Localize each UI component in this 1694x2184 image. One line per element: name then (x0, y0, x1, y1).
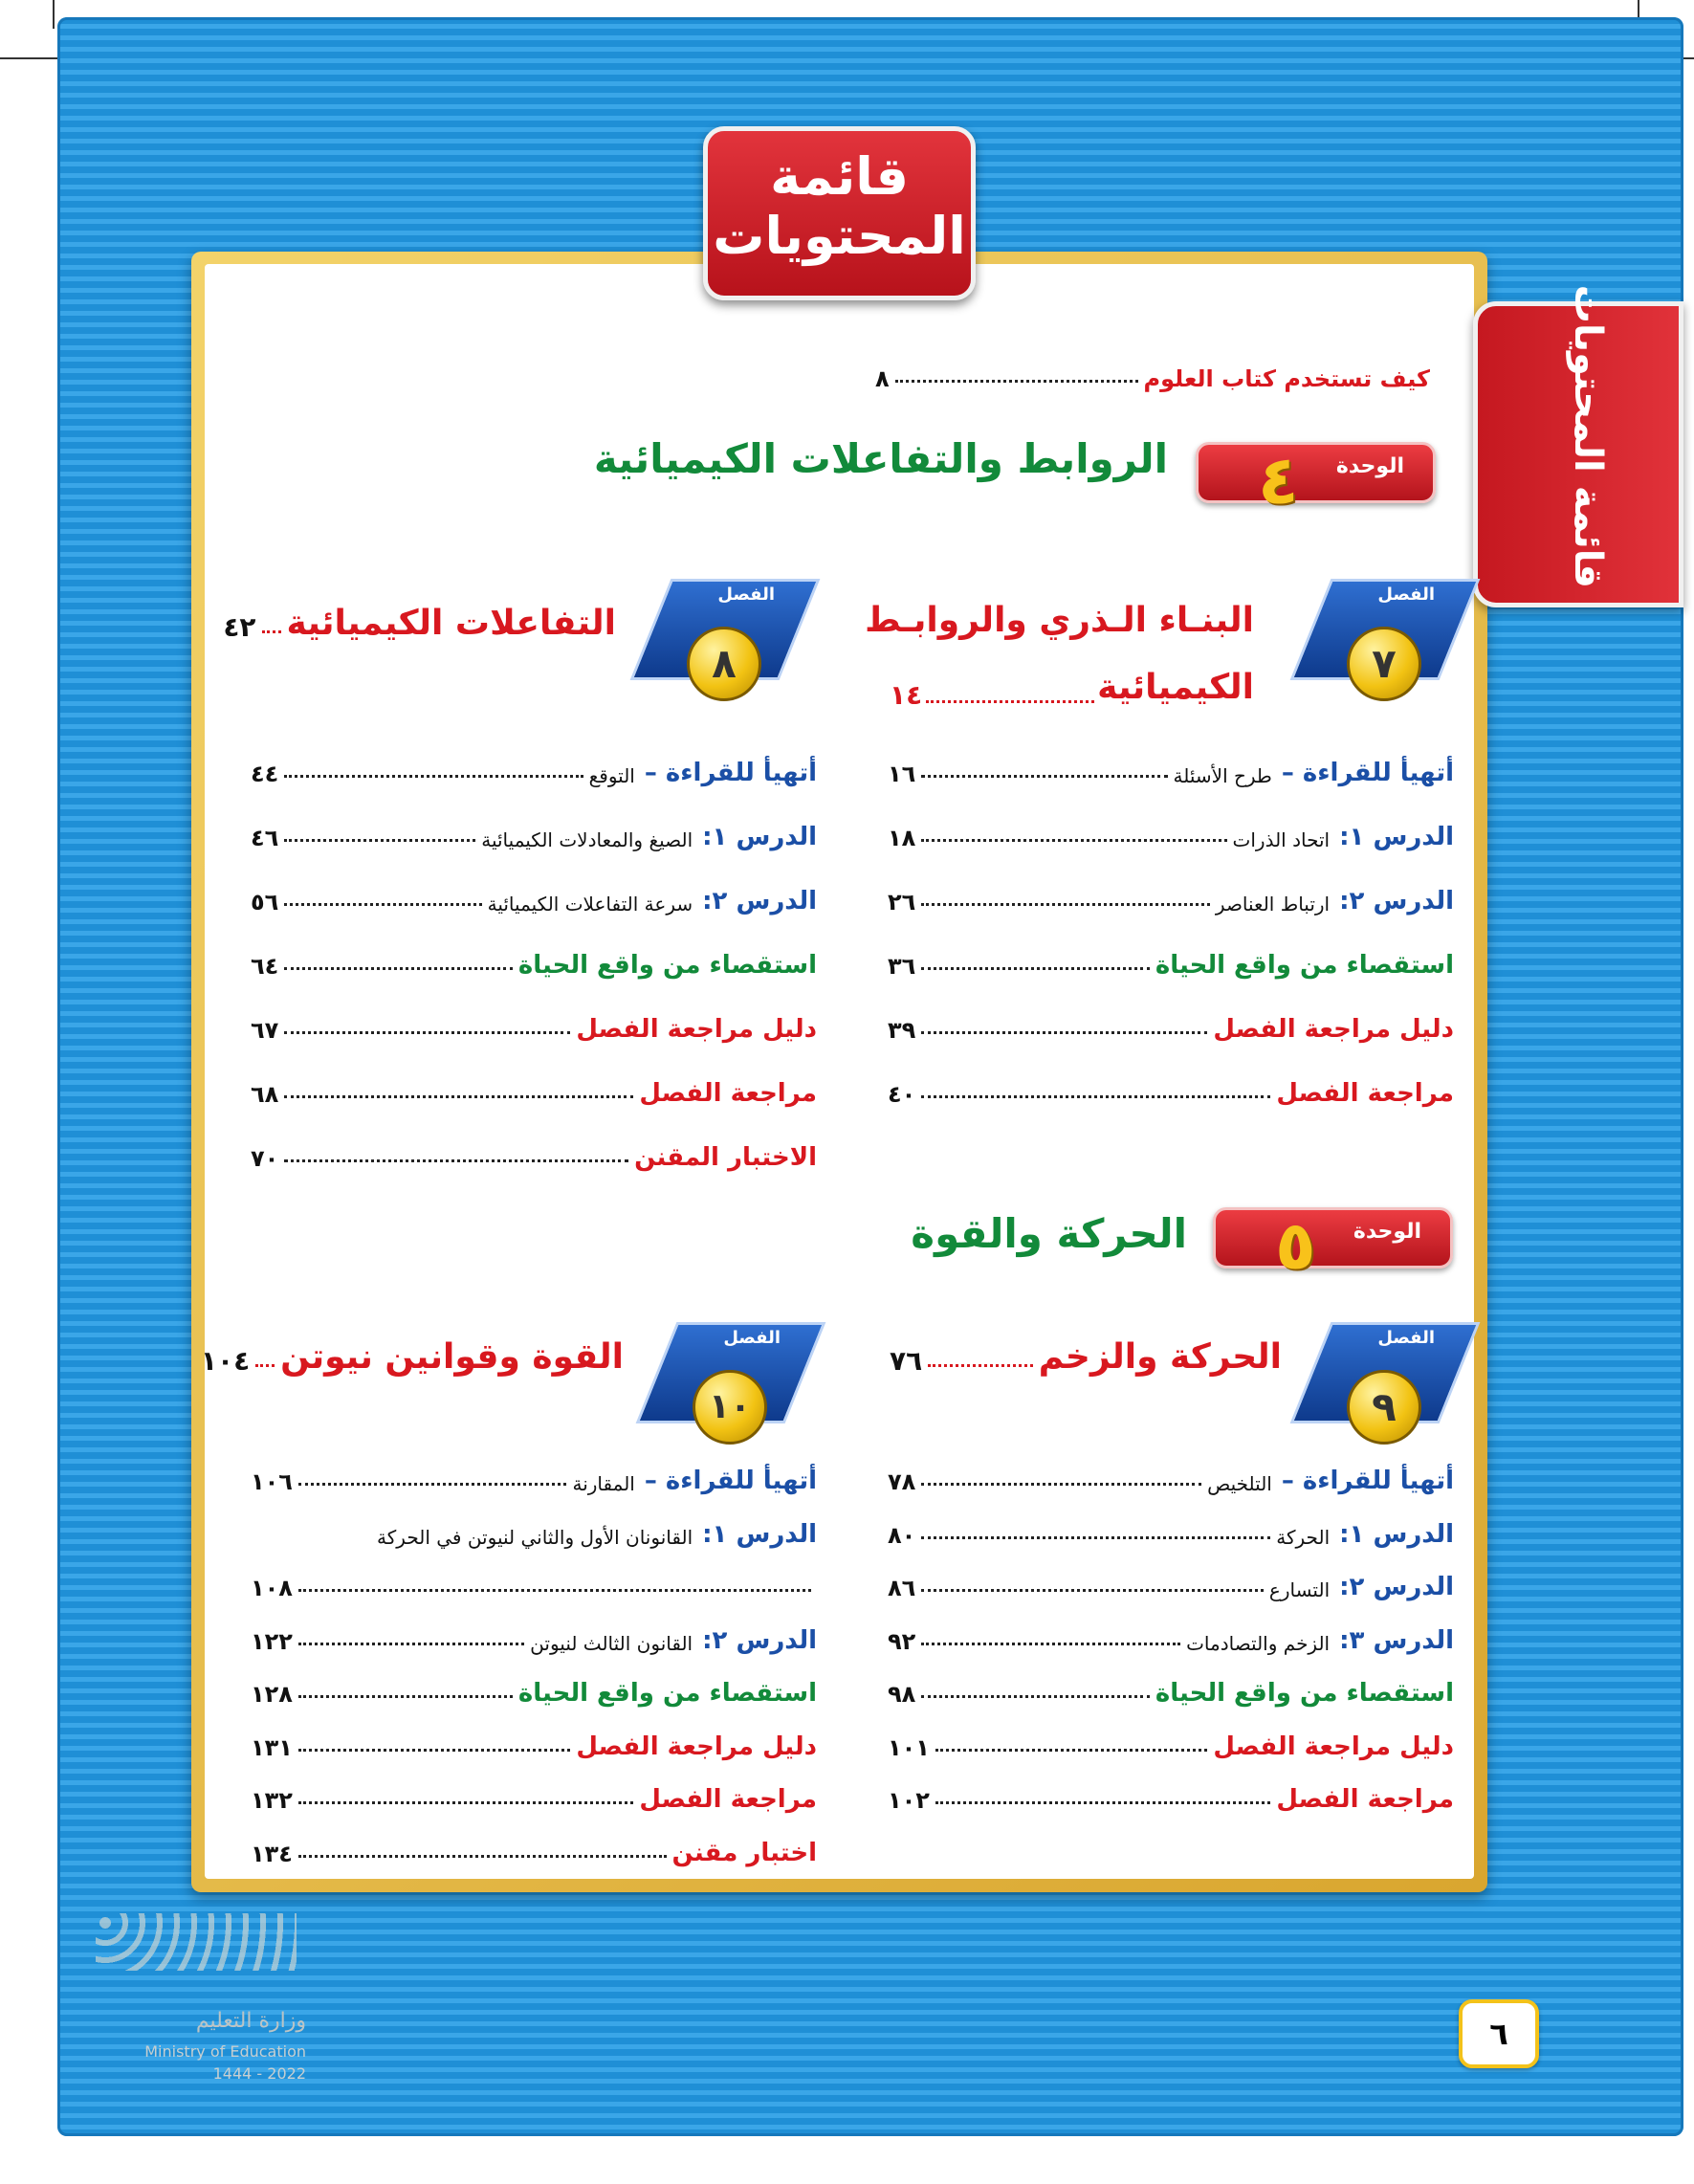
toc-entry[interactable] (251, 1768, 817, 1814)
toc-entry-heading: أتهيأ للقراءة – (1281, 759, 1454, 787)
unit-label: الوحدة (1353, 1220, 1421, 1244)
chapter-badge (1310, 1322, 1454, 1442)
toc-entry-page: ١٣٤ (251, 1840, 293, 1867)
leader-dots (921, 1536, 1270, 1539)
leader-dots (284, 1095, 633, 1098)
intro-entry[interactable] (875, 346, 1430, 392)
toc-entry[interactable] (888, 1503, 1454, 1549)
toc-entry[interactable] (888, 805, 1454, 851)
toc-entry-subtitle: الزخم والتصادمات (1186, 1631, 1331, 1655)
toc-entry-page: ٣٩ (888, 1017, 916, 1044)
page-number: ٦ (1459, 1999, 1539, 2068)
leader-dots (284, 967, 513, 970)
leader-dots (921, 1643, 1180, 1645)
toc-entry[interactable] (888, 1715, 1454, 1761)
toc-entry-page: ٧٨ (888, 1468, 916, 1495)
toc-entry-page: ٥٦ (251, 889, 279, 916)
toc-entry-subtitle: التلخيص (1207, 1472, 1272, 1495)
toc-entry[interactable] (251, 1062, 817, 1108)
side-tab-label: قائمة المحتويات (1566, 284, 1610, 588)
leader-dots (284, 839, 475, 842)
leader-dots (298, 1695, 513, 1698)
leader-dots (921, 967, 1150, 970)
leader-dots (284, 1031, 570, 1034)
toc-entry-subtitle: الصيغ والمعادلات الكيميائية (481, 828, 693, 851)
unit-label: الوحدة (1335, 454, 1404, 478)
toc-entry[interactable] (251, 1662, 817, 1708)
leader-dots (921, 1695, 1150, 1698)
toc-entry[interactable] (251, 805, 817, 851)
toc-entry-page: ٤٤ (251, 761, 279, 787)
leader-dots (921, 1031, 1207, 1034)
chapter-label: الفصل (723, 1328, 781, 1348)
toc-entry-page: ١٢٢ (251, 1627, 293, 1655)
chapter-title: البنـاء الـذري والروابـط (865, 601, 1254, 640)
toc-entry-heading: أتهيأ للقراءة – (644, 1467, 817, 1495)
chapter-title-row (890, 1335, 1282, 1377)
chapter-page: ١٤ (890, 679, 923, 711)
unit-number: ٥ (1275, 1206, 1316, 1285)
toc-entry-continued[interactable] (251, 1555, 817, 1601)
chapter-badge (650, 579, 794, 698)
toc-entry-subtitle: اتحاد الذرات (1232, 828, 1331, 851)
toc-entry-subtitle: التوقع (588, 764, 635, 787)
toc-entry[interactable] (888, 1555, 1454, 1601)
page-title-line1: قائمة (770, 146, 909, 207)
leader-dots (921, 1589, 1264, 1592)
toc-entry-heading: مراجعة الفصل (639, 1785, 817, 1814)
chapter-badge (656, 1322, 800, 1442)
chapter-number: ٨ (687, 627, 761, 701)
toc-entry[interactable] (888, 1768, 1454, 1814)
toc-entry-heading: الاختبار المقنن (634, 1143, 817, 1172)
chapter-page: ٤٢ (223, 611, 256, 643)
toc-entry[interactable] (251, 1821, 817, 1867)
toc-entry[interactable] (251, 1609, 817, 1655)
toc-entry-heading: الدرس ٢: (1339, 1573, 1454, 1601)
toc-entry[interactable] (888, 1449, 1454, 1495)
side-tab (1473, 284, 1683, 607)
toc-entry-page: ٣٦ (888, 953, 916, 980)
toc-entry-page: ٦٧ (251, 1017, 279, 1044)
toc-entry[interactable] (888, 1062, 1454, 1108)
leader-dots (255, 1364, 275, 1367)
leader-dots (284, 1159, 628, 1162)
toc-entry-subtitle: المقارنة (572, 1472, 635, 1495)
toc-entry-page: ١٢٨ (251, 1681, 293, 1708)
toc-entry-heading: دليل مراجعة الفصل (1213, 1732, 1454, 1761)
intro-page: ٨ (875, 365, 890, 392)
toc-entry-subtitle: سرعة التفاعلات الكيميائية (487, 893, 693, 916)
chapter-number: ٧ (1347, 627, 1421, 701)
toc-entry[interactable] (251, 934, 817, 980)
toc-entry-subtitle: طرح الأسئلة (1173, 764, 1272, 787)
chapter-page: ٧٦ (890, 1345, 923, 1377)
chapter-page: ١٠٤ (200, 1345, 251, 1377)
logo-line2: Ministry of Education (144, 2042, 306, 2061)
toc-entry-page: ١٠٢ (888, 1787, 930, 1814)
toc-entry-heading: دليل مراجعة الفصل (576, 1732, 817, 1761)
toc-entry-page: ١٣١ (251, 1733, 293, 1761)
chapter-label: الفصل (1377, 585, 1435, 605)
toc-entry-heading: استقصاء من واقع الحياة (517, 951, 817, 980)
leader-dots (895, 380, 1138, 383)
toc-entry[interactable] (888, 741, 1454, 787)
leader-dots (298, 1801, 633, 1804)
leader-dots (284, 903, 481, 906)
toc-entry-heading: الدرس ١: (1339, 1519, 1454, 1549)
unit-badge (1196, 441, 1436, 519)
chapter-page-row (890, 673, 1098, 711)
toc-entry-heading: أتهيأ للقراءة – (1281, 1467, 1454, 1495)
toc-entry-heading: استقصاء من واقع الحياة (517, 1679, 817, 1708)
chapter-title: التفاعلات الكيميائية (286, 604, 616, 643)
toc-entry[interactable] (251, 1449, 817, 1495)
toc-entry-heading: الدرس ١: (702, 1519, 817, 1549)
unit-number: ٤ (1258, 441, 1299, 519)
toc-entry[interactable] (251, 1715, 817, 1761)
toc-entry-heading: دليل مراجعة الفصل (1213, 1015, 1454, 1044)
toc-entry-heading: الدرس ١: (702, 823, 817, 851)
intro-text: كيف تستخدم كتاب العلوم (1143, 365, 1430, 392)
chapter-badge (1310, 579, 1454, 698)
page-title (703, 126, 976, 300)
chapter-number: ١٠ (693, 1370, 767, 1445)
toc-entry-heading: مراجعة الفصل (1276, 1079, 1454, 1108)
toc-entry-heading: مراجعة الفصل (639, 1079, 817, 1108)
toc-entry-heading: أتهيأ للقراءة – (644, 759, 817, 787)
toc-entry-page: ٨٦ (888, 1575, 916, 1601)
toc-entry-page: ٢٦ (888, 889, 916, 916)
toc-entry[interactable] (251, 998, 817, 1044)
toc-entry-heading: الدرس ٢: (702, 1625, 817, 1655)
chapter-title: القوة وقوانين نيوتن (280, 1337, 624, 1377)
toc-entry[interactable] (888, 870, 1454, 916)
chapter-title-line2: الكيميائية (1097, 668, 1254, 707)
chapter-label: الفصل (1377, 1328, 1435, 1348)
leader-dots (298, 1749, 570, 1752)
toc-entry-page: ٧٠ (251, 1145, 279, 1172)
toc-entry[interactable] (251, 741, 817, 787)
leader-dots (298, 1855, 667, 1858)
unit-badge (1213, 1206, 1453, 1285)
toc-entry-page: ٨٠ (888, 1521, 916, 1549)
toc-entry-page: ١٣٢ (251, 1787, 293, 1814)
toc-entry-heading: اختبار مقنن (671, 1838, 817, 1867)
chapter-title-row (223, 601, 616, 643)
toc-entry-page: ١٦ (888, 761, 916, 787)
ministry-logo (96, 1913, 306, 2085)
toc-entry-subtitle: التسارع (1268, 1578, 1331, 1601)
chapter-title: الحركة والزخم (1038, 1337, 1282, 1377)
toc-entry-page: ٩٢ (888, 1627, 916, 1655)
toc-entry-page: ٦٨ (251, 1081, 279, 1108)
toc-entry[interactable] (888, 934, 1454, 980)
toc-entry-heading: مراجعة الفصل (1276, 1785, 1454, 1814)
toc-entry[interactable] (888, 1609, 1454, 1655)
toc-entry[interactable] (251, 1126, 817, 1172)
crop-mark (53, 0, 55, 29)
unit-title: الروابط والتفاعلات الكيميائية (593, 435, 1168, 482)
toc-entry-heading: استقصاء من واقع الحياة (1155, 951, 1454, 980)
leader-dots (921, 1095, 1270, 1098)
toc-entry-page: ١٠١ (888, 1733, 930, 1761)
leader-dots (298, 1483, 567, 1486)
leader-dots (935, 1749, 1207, 1752)
logo-line1: وزارة التعليم (195, 2009, 306, 2033)
chapter-label: الفصل (717, 585, 775, 605)
toc-entry-subtitle: الحركة (1276, 1525, 1331, 1549)
toc-entry-subtitle: ارتباط العناصر (1215, 893, 1331, 916)
toc-entry-subtitle: القانونان الأول والثاني لنيوتن في الحركة (377, 1525, 693, 1549)
leader-dots (928, 1364, 1033, 1367)
leader-dots (921, 903, 1210, 906)
leader-dots (921, 1483, 1201, 1486)
unit-title: الحركة والقوة (911, 1210, 1187, 1257)
toc-entry-page: ٤٦ (251, 825, 279, 851)
toc-entry-subtitle: القانون الثالث لنيوتن (530, 1631, 693, 1655)
toc-entry[interactable] (251, 1503, 817, 1549)
toc-entry-heading: استقصاء من واقع الحياة (1155, 1679, 1454, 1708)
leader-dots (921, 775, 1167, 778)
toc-entry[interactable] (251, 870, 817, 916)
leader-dots (262, 630, 281, 633)
toc-entry-heading: الدرس ٣: (1339, 1625, 1454, 1655)
page-title-line2: المحتويات (713, 206, 966, 266)
toc-entry-heading: دليل مراجعة الفصل (576, 1015, 817, 1044)
toc-entry[interactable] (888, 1662, 1454, 1708)
toc-entry-heading: الدرس ١: (1339, 823, 1454, 851)
leader-dots (935, 1801, 1270, 1804)
toc-entry-page: ١٠٨ (251, 1575, 293, 1601)
toc-entry-page: ١٨ (888, 825, 916, 851)
toc-entry-heading: الدرس ٢: (1339, 887, 1454, 916)
toc-entry-page: ٩٨ (888, 1681, 916, 1708)
leader-dots (298, 1589, 811, 1592)
logo-line3: 2022 - 1444 (212, 2064, 306, 2083)
leader-dots (298, 1643, 524, 1645)
leader-dots (284, 775, 583, 778)
chapter-title-row (200, 1335, 624, 1377)
toc-entry[interactable] (888, 998, 1454, 1044)
leader-dots (921, 839, 1226, 842)
toc-entry-page: ٤٠ (888, 1081, 916, 1108)
toc-entry-page: ٦٤ (251, 953, 279, 980)
logo-mark (96, 1913, 297, 1971)
toc-entry-page: ١٠٦ (251, 1468, 293, 1495)
chapter-number: ٩ (1347, 1370, 1421, 1445)
toc-entry-heading: الدرس ٢: (702, 887, 817, 916)
